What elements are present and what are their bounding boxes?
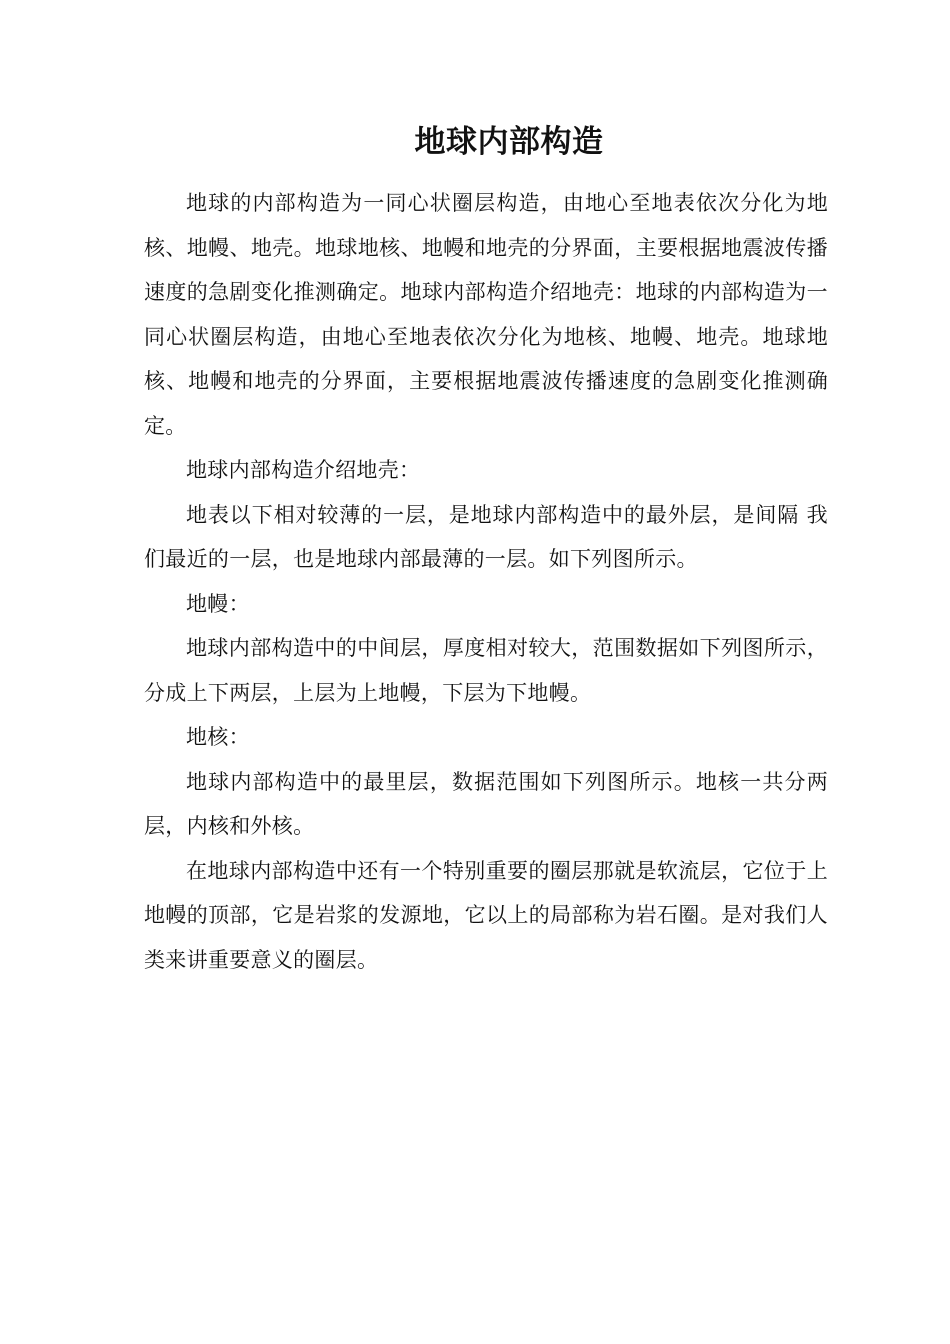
- paragraph-mantle-heading: 地幔：: [186, 591, 250, 616]
- paragraph-crust-heading: 地球内部构造介绍地壳：: [186, 458, 421, 482]
- paragraph-core-heading: 地核：: [186, 725, 250, 749]
- paragraph-crust-description: 地表以下相对较薄的一层，是地球内部构造中的最外层，是间隔 我们最近的一层，也是地球内部最薄的一层。如下列图所示。: [144, 502, 828, 571]
- document-body: [144, 181, 828, 982]
- paragraph-intro: 地球的内部构造为一同心状圈层构造，由地心至地表依次分化为地核、地幔、地壳。地球地核、地幔和地壳的分界面，主要根据地震波传播速度的急剧变化推测确定。地球内部构造介绍地壳：地球的内部构造为一同心状圈层构造，由地心至地表依次分化为地核、地幔、地壳。地球地核、地幔和地壳的分界面，主要根据地震波传播速度的急剧变化推测确定。: [144, 191, 828, 438]
- paragraph-core-description: 地球内部构造中的最里层，数据范围如下列图所示。地核一共分两层，内核和外核。: [144, 769, 828, 838]
- paragraph-mantle-description: 地球内部构造中的中间层，厚度相对较大，范围数据如下列图所示，分成上下两层，上层为上地幔，下层为下地幔。: [144, 636, 828, 705]
- document-title: 地球内部构造: [414, 124, 604, 160]
- paragraph-asthenosphere: 在地球内部构造中还有一个特别重要的圈层那就是软流层，它位于上地幔的顶部，它是岩浆的发源地，它以上的局部称为岩石圈。是对我们人类来讲重要意义的圈层。: [144, 858, 828, 972]
